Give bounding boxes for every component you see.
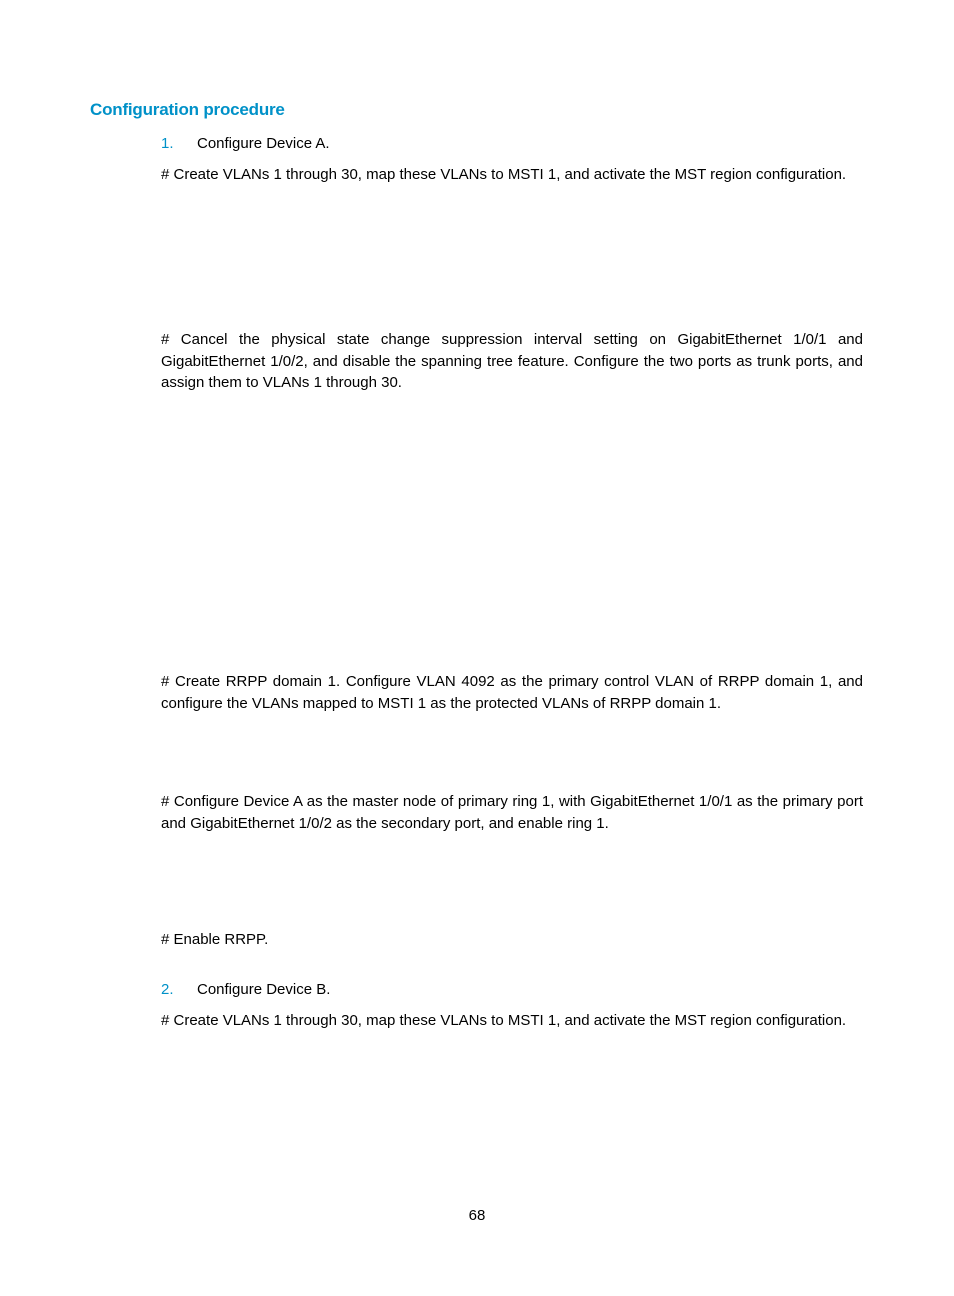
paragraph-create-vlans-b: # Create VLANs 1 through 30, map these VLANs to MSTI 1, and activate the MST region configuration. [161,1012,847,1029]
page-number: 68 [468,1207,486,1224]
step-text: Configure Device A. [197,135,330,152]
step-number: 1. [161,135,174,152]
section-heading: Configuration procedure [90,100,285,119]
paragraph-create-vlans-a: # Create VLANs 1 through 30, map these VLANs to MSTI 1, and activate the MST region configuration. [161,166,847,183]
step-item-1 [161,133,330,154]
step-item-2 [161,979,330,1000]
paragraph-configure-master-node: # Configure Device A as the master node of primary ring 1, with GigabitEthernet 1/0/1 as the primary port and GigabitEthernet 1/0/2 as the secondary port, and enable ring 1. [161,793,863,832]
step-number: 2. [161,981,174,998]
paragraph-cancel-suppression: # Cancel the physical state change suppression interval setting on GigabitEthernet 1/0/1 and GigabitEthernet 1/0/2, and disable the spanning tree feature. Configure the two ports as trunk ports, and assign them to VLANs 1 through 30. [161,331,863,391]
paragraph-enable-rrpp: # Enable RRPP. [161,931,269,948]
step-text: Configure Device B. [197,981,331,998]
paragraph-create-rrpp-domain: # Create RRPP domain 1. Configure VLAN 4092 as the primary control VLAN of RRPP domain 1, and configure the VLANs mapped to MSTI 1 as the protected VLANs of RRPP domain 1. [161,673,863,712]
